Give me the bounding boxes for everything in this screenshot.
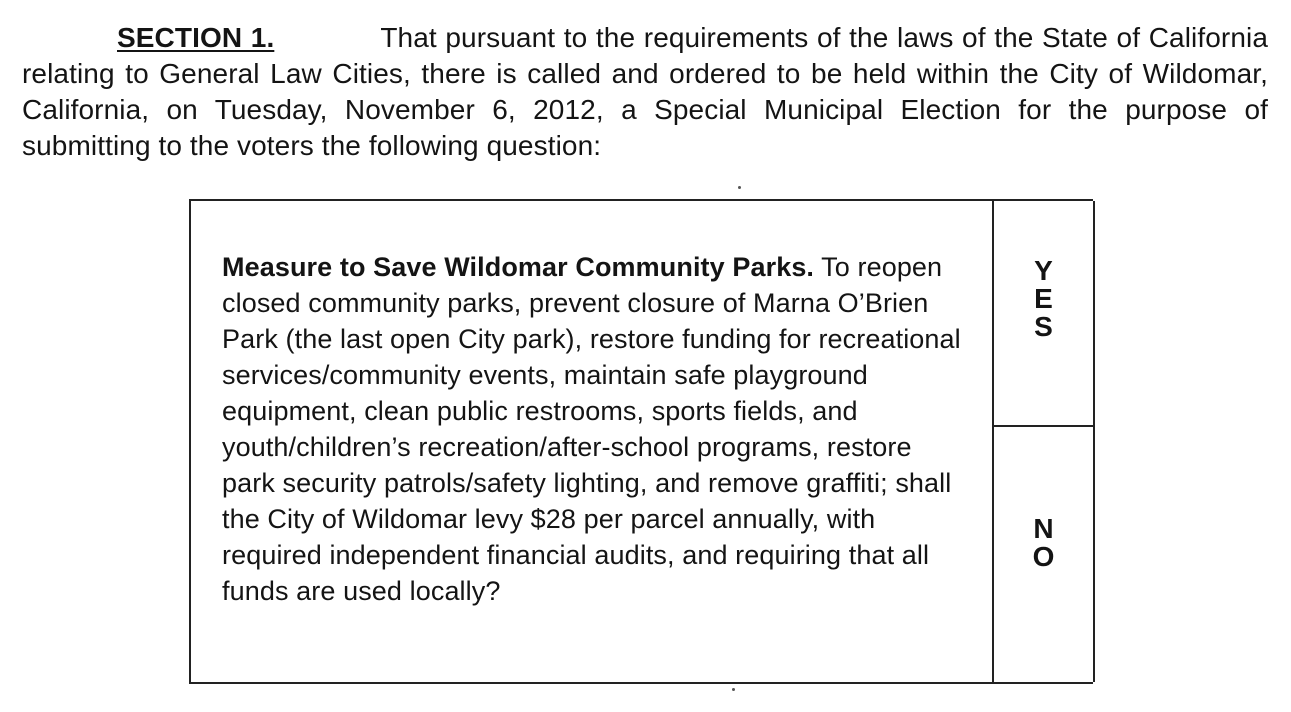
measure-title: Measure to Save Wildomar Community Parks. bbox=[222, 252, 815, 282]
no-letter-o: O bbox=[1032, 541, 1055, 572]
no-letter-n: N bbox=[1033, 513, 1054, 544]
no-vote-box[interactable] bbox=[994, 427, 1093, 684]
yes-vote-box[interactable] bbox=[994, 201, 1093, 427]
measure-body: To reopen closed community parks, prevent closure of Marna O’Brien Park (the last open City park), restore funding for recreational services/community events, maintain safe playground equipment, clean public restrooms, sports fields, and youth/children’s recreation/after-school programs, restore park security patrols/safety lighting, and remove graffiti; shall the City of Wildomar levy $28 per parcel annually, with required independent financial audits, and requiring that all funds are used locally? bbox=[222, 252, 961, 606]
scan-speck bbox=[738, 186, 741, 189]
section-paragraph bbox=[22, 20, 1268, 164]
answer-column bbox=[994, 201, 1095, 682]
yes-letter-e: E bbox=[1034, 283, 1053, 314]
section-heading: SECTION 1. bbox=[117, 22, 275, 53]
section-text: That pursuant to the requirements of the laws of the State of California relating to General Law Cities, there is called and ordered to be held within the City of Wildomar, California, on Tuesday, November 6, 2012, a Special Municipal Election for the purpose of submitting to the voters the following question: bbox=[22, 22, 1268, 161]
yes-letter-y: Y bbox=[1034, 255, 1053, 286]
measure-question-cell bbox=[191, 201, 994, 682]
scan-speck bbox=[732, 688, 735, 691]
ballot-question-box bbox=[189, 199, 1093, 684]
yes-letter-s: S bbox=[1034, 311, 1053, 342]
measure-text bbox=[222, 249, 972, 609]
